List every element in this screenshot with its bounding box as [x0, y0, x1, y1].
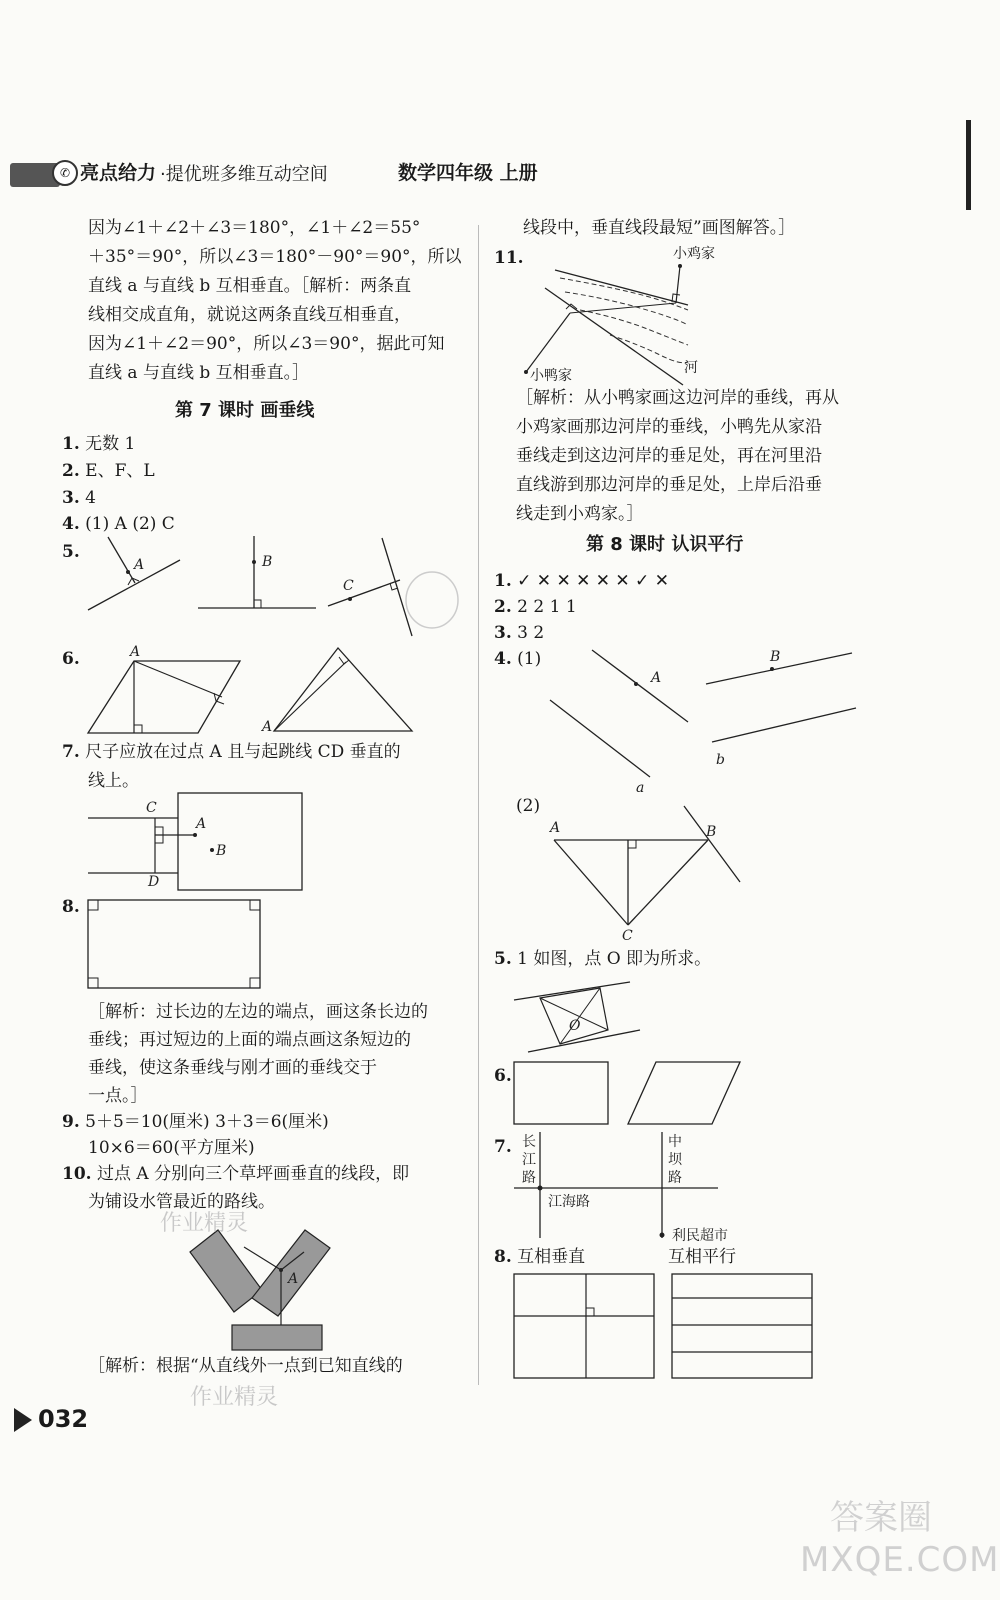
page-number: 032	[38, 1405, 89, 1433]
q-answer: 1 如图，点 O 即为所求。	[517, 949, 712, 969]
q-num: 8.	[494, 1247, 512, 1267]
header-brand: 亮点给力	[80, 162, 157, 184]
header-book-title: 数学四年级 上册	[398, 162, 538, 184]
q7b-road-char-5: 坝	[668, 1152, 682, 1168]
q-answer: 尺子应放在过点 A 且与起跳线 CD 垂直的	[85, 742, 401, 762]
q11-note-5: 线走到小鸡家。］	[516, 504, 644, 524]
q-num: 8.	[62, 897, 80, 917]
q4-label-a: A	[651, 670, 662, 686]
q-answer: (1) A (2) C	[85, 514, 175, 534]
q11-note-1: ［解析：从小鸭家画这边河岸的垂线，再从	[516, 388, 839, 408]
q-answer: ✓ ✕ ✕ ✕ ✕ ✕ ✓ ✕	[517, 571, 669, 591]
q4b-label-b: B	[706, 824, 717, 840]
q-num: 3.	[494, 623, 512, 643]
lesson7-title: 第 7 课时 画垂线	[175, 400, 315, 421]
l7-q8-note-2: 垂线；再过短边的上面的端点画这条短边的	[88, 1030, 411, 1050]
watermark-url: MXQE.COM	[800, 1540, 1000, 1580]
q11-note-2: 小鸡家画那边河岸的垂线，小鸭先从家沿	[516, 417, 822, 437]
q7-label-c: C	[146, 800, 157, 816]
left-top-line-6: 直线 a 与直线 b 互相垂直。］	[88, 363, 310, 383]
q5-label-c: C	[343, 578, 354, 594]
watermark-text-2: 作业精灵	[190, 1385, 279, 1410]
left-top-line-1: 因为∠1＋∠2＋∠3＝180°，∠1＋∠2＝55°	[88, 218, 421, 238]
q11-note-4: 直线游到那边河岸的垂足处，上岸后沿垂	[516, 475, 822, 495]
q-answer: E、F、L	[85, 461, 155, 481]
q7-label-b: B	[216, 843, 227, 859]
watermark-logo: 答案圈	[830, 1498, 932, 1538]
l7-q8-note-3: 垂线，使这条垂线与刚才画的垂线交于	[88, 1058, 377, 1078]
q-num: 1.	[62, 434, 80, 454]
q-answer: 3 2	[517, 623, 545, 643]
l7-q10-line-2: 为铺设水管最近的路线。	[88, 1192, 275, 1212]
q-num: 7.	[62, 742, 80, 762]
l7-q9-line-2: 10×6＝60(平方厘米)	[88, 1138, 255, 1158]
q-answer: 2 2 1 1	[517, 597, 577, 617]
left-top-line-5: 因为∠1＋∠2＝90°，所以∠3＝90°，据此可知	[88, 334, 445, 354]
q-answer: 5＋5＝10(厘米) 3＋3＝6(厘米)	[85, 1112, 329, 1132]
q-num: 5.	[62, 542, 80, 562]
q7b-road-char-1: 长	[522, 1134, 536, 1150]
l8-q8-right-label: 互相平行	[668, 1247, 736, 1267]
q-num: 4.	[62, 514, 80, 534]
lesson8-title: 第 8 课时 认识平行	[586, 534, 744, 555]
l7-q8-note-1: ［解析：过长边的左边的端点，画这条长边的	[88, 1002, 428, 1022]
q6-label-a1: A	[130, 644, 141, 660]
q8b-right-angle	[586, 1308, 594, 1316]
q-num: 3.	[62, 488, 80, 508]
q-num: 2.	[62, 461, 80, 481]
q11-label-duck: 小鸭家	[530, 368, 572, 384]
q7-label-d: D	[148, 874, 160, 890]
q4-label-line-b: b	[716, 752, 725, 768]
q-num: 2.	[494, 597, 512, 617]
q7b-road-char-6: 路	[668, 1170, 682, 1186]
q-answer: 无数 1	[85, 434, 136, 454]
q7b-jianghai-label: 江海路	[548, 1194, 590, 1210]
q-num: 5.	[494, 949, 512, 969]
phone-logo-icon: ✆	[52, 160, 78, 186]
q8b-left-rect	[514, 1274, 654, 1378]
q7b-road-char-3: 路	[522, 1170, 536, 1186]
l7-q10-note: ［解析：根据“从直线外一点到已知直线的	[88, 1356, 403, 1376]
left-top-line-2: ＋35°＝90°，所以∠3＝180°－90°＝90°，所以	[88, 247, 462, 267]
q-part: (1)	[517, 649, 542, 669]
q7b-supermarket-label: 利民超市	[672, 1228, 728, 1244]
q-answer: 4	[85, 488, 96, 508]
watermark-text-1: 作业精灵	[160, 1211, 249, 1236]
q-num: 6.	[62, 649, 80, 669]
q11-label-river: 河	[684, 360, 698, 376]
q4b-label-a: A	[550, 820, 561, 836]
header-subtitle: ·提优班多维互动空间	[160, 164, 328, 185]
left-top-line-4: 线相交成直角，就说这两条直线互相垂直，	[88, 305, 411, 325]
q4-label-b: B	[770, 649, 781, 665]
q-answer: 过点 A 分别向三个草坪画垂直的线段，即	[96, 1164, 410, 1184]
q-num: 7.	[494, 1137, 512, 1157]
q10-label-a: A	[288, 1271, 299, 1287]
q4-label-line-a: a	[636, 780, 645, 796]
q-num: 10.	[62, 1164, 92, 1184]
q8-left-label: 互相垂直	[517, 1247, 586, 1267]
q-num: 1.	[494, 571, 512, 591]
q-num: 4.	[494, 649, 512, 669]
q7b-road-char-2: 江	[522, 1152, 536, 1168]
right-cont-line: 线段中，垂直线段最短”画图解答。］	[523, 218, 796, 238]
q-num: 11.	[494, 248, 524, 268]
q11-label-chick: 小鸡家	[673, 246, 715, 262]
q-num: 9.	[62, 1112, 80, 1132]
q6-label-a2: A	[262, 719, 273, 735]
q-num: 6.	[494, 1066, 512, 1086]
q4b-label-c: C	[622, 928, 633, 944]
q7b-road-char-4: 中	[668, 1134, 682, 1150]
q5b-label-o: O	[569, 1018, 581, 1034]
left-top-line-3: 直线 a 与直线 b 互相垂直。［解析：两条直	[88, 276, 412, 296]
l7-q7-line-2: 线上。	[88, 771, 139, 791]
q8b-right-rect	[672, 1274, 812, 1378]
q7-label-a: A	[196, 816, 207, 832]
l8-q4-part2: (2)	[516, 796, 541, 816]
q5-label-b: B	[262, 554, 273, 570]
q5-label-a: A	[134, 557, 145, 573]
q11-note-3: 垂线走到这边河岸的垂足处，再在河里沿	[516, 446, 822, 466]
l7-q8-note-4: 一点。］	[88, 1086, 148, 1106]
